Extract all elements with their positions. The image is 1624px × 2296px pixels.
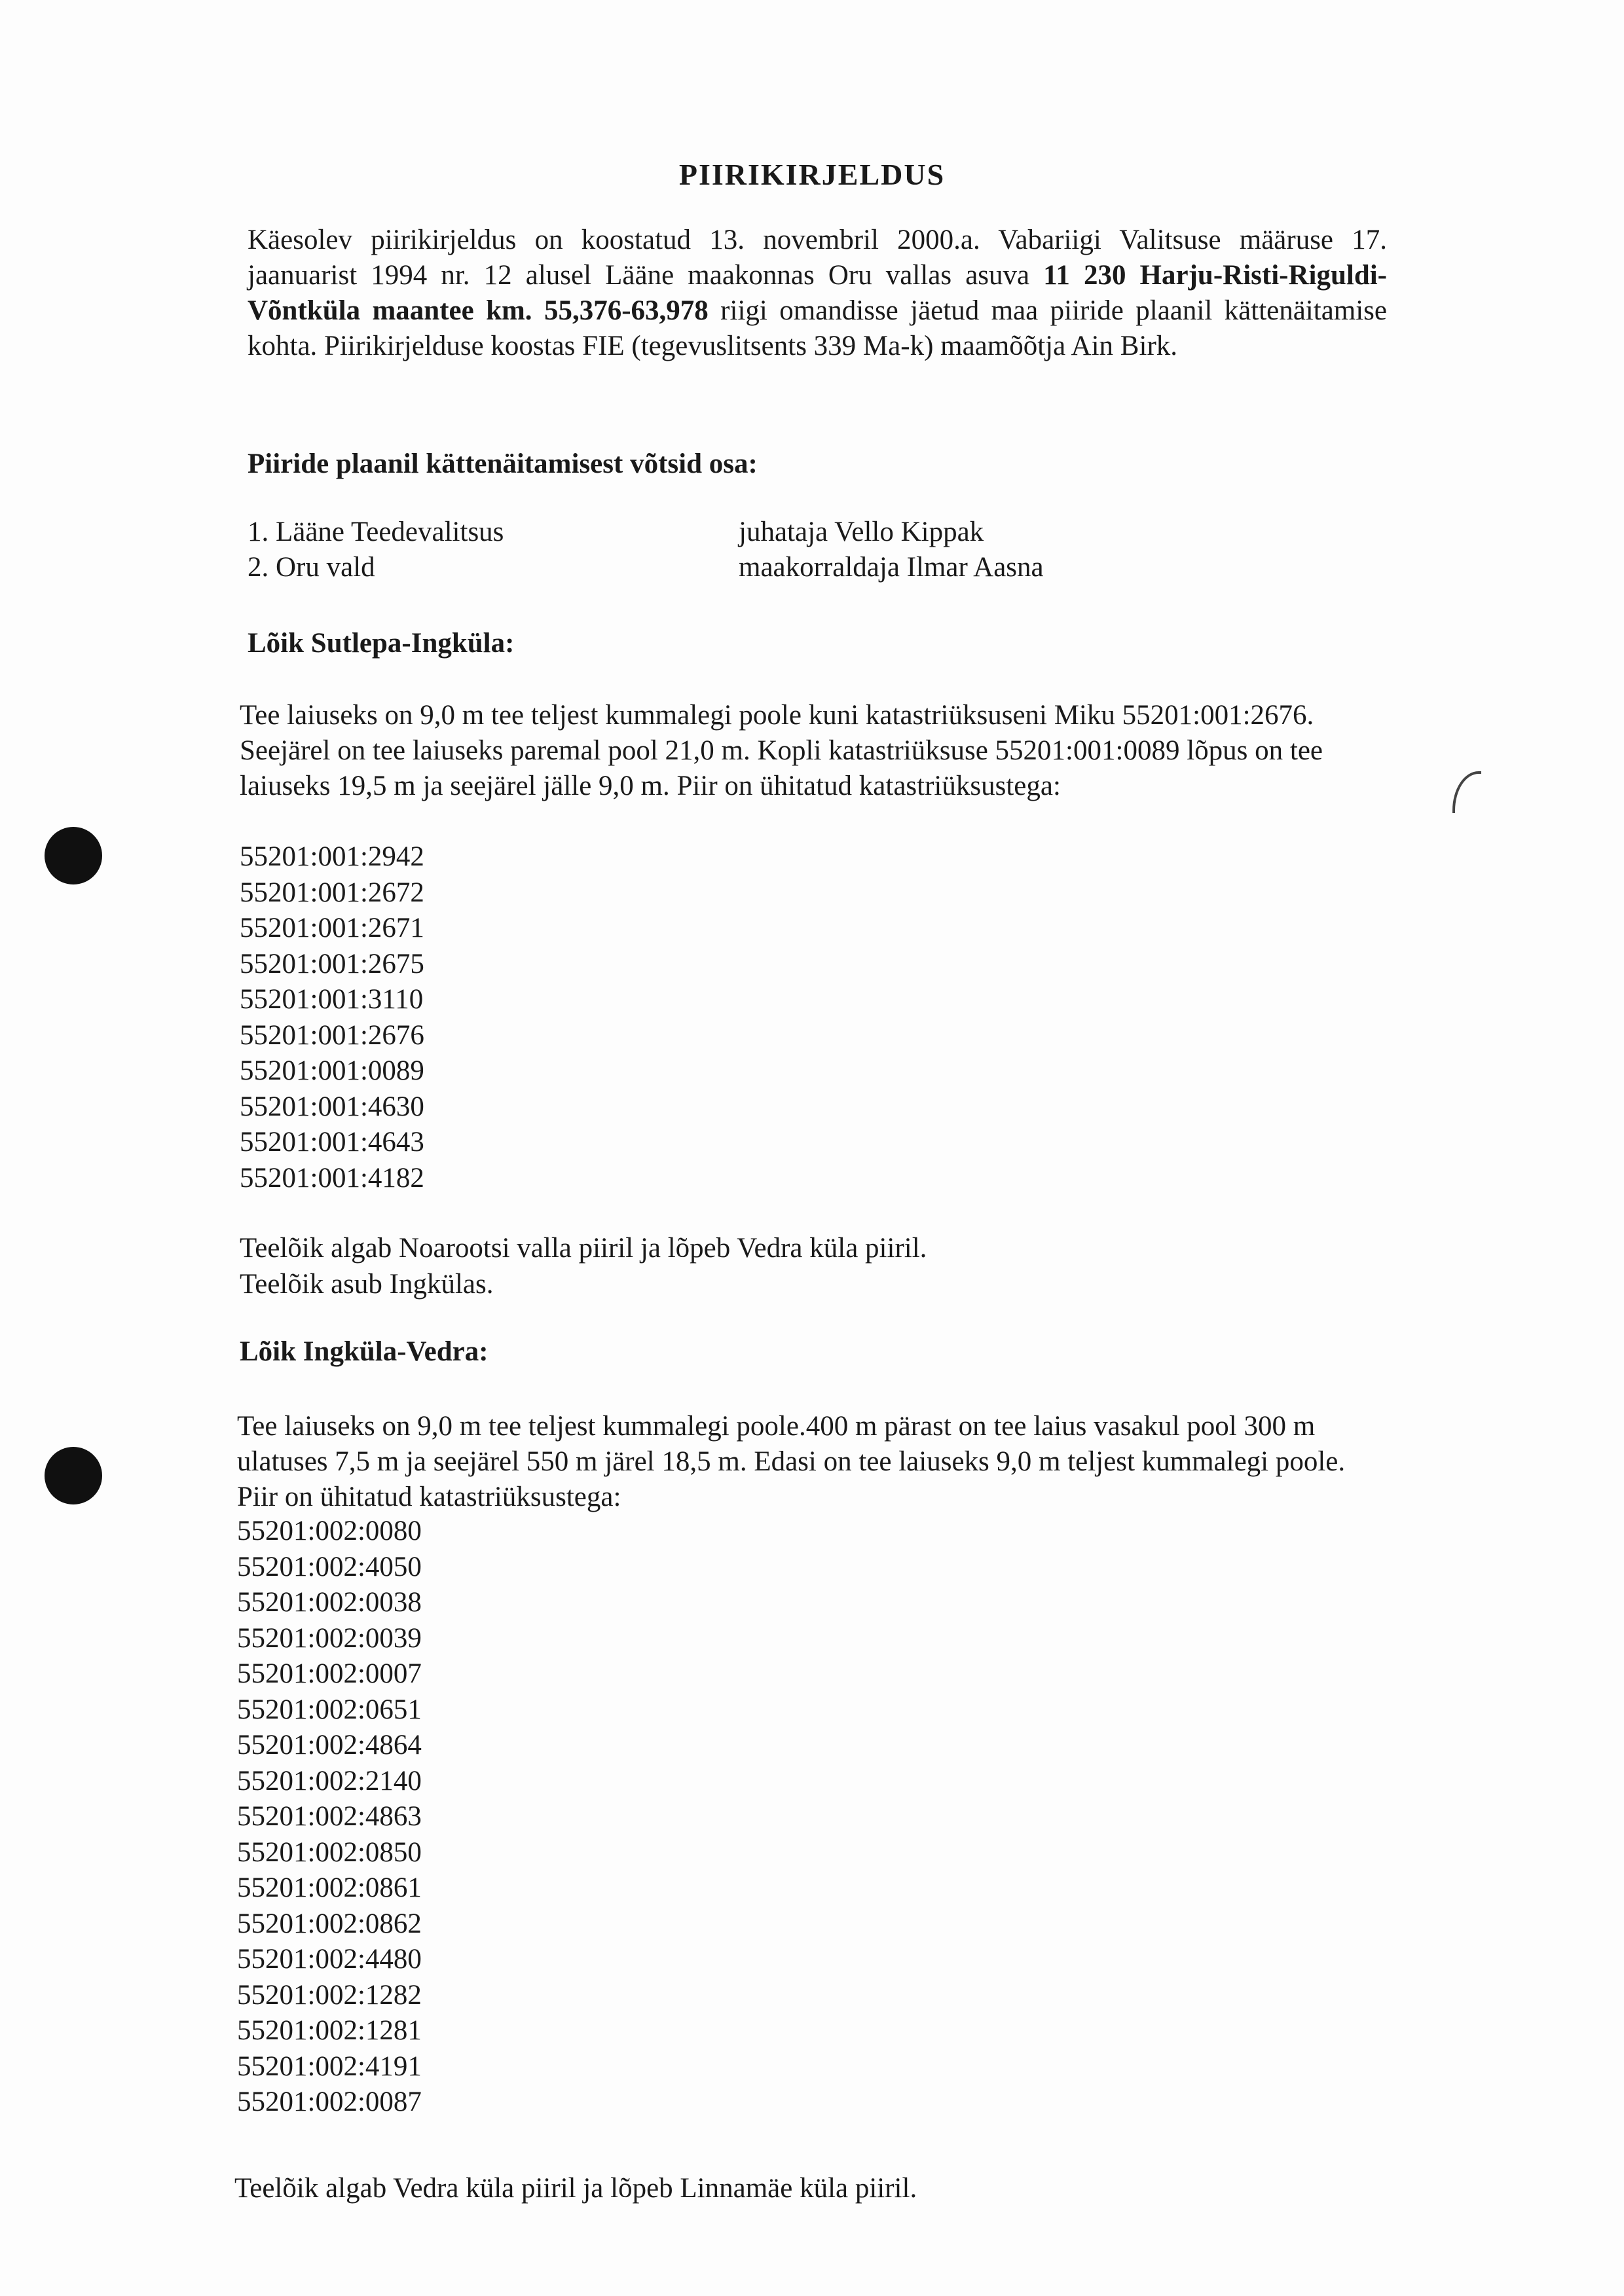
participants-list <box>248 515 1099 585</box>
parcel-id: 55201:002:0039 <box>237 1622 422 1654</box>
section2-description: Tee laiuseks on 9,0 m tee teljest kummalegi poole.400 m pärast on tee laius vasakul pool 300 m ulatuses 7,5 m ja seejärel 550 m järel 18,5 m. Edasi on tee laiuseks 9,0 m teljest kummalegi poole. Piir on ühitatud katastriüksustega: <box>237 1411 1346 1512</box>
parcel-id: 55201:001:2942 <box>240 841 424 872</box>
parcel-id: 55201:002:2140 <box>237 1765 422 1796</box>
parcel-id: 55201:002:4480 <box>237 1944 422 1975</box>
parcel-id: 55201:001:2672 <box>240 877 424 908</box>
document-title: PIIRIKIRJELDUS <box>678 158 946 191</box>
parcel-id: 55201:002:4863 <box>237 1801 422 1832</box>
section2-parcel-list <box>237 1514 422 2121</box>
parcel-id: 55201:001:3110 <box>240 984 424 1015</box>
parcel-id: 55201:002:0038 <box>237 1587 422 1618</box>
parcel-id: 55201:002:4864 <box>237 1730 422 1760</box>
parcel-id: 55201:002:0862 <box>237 1908 422 1939</box>
parcel-id: 55201:002:0080 <box>237 1516 422 1546</box>
parcel-id: 55201:002:0087 <box>237 2086 422 2117</box>
parcel-id: 55201:002:1282 <box>237 1979 422 2011</box>
parcel-id: 55201:001:4643 <box>240 1127 424 1157</box>
intro-road-name: 11 230 Harju-Risti-Riguldi-Võntküla maantee km. 55,376-63,978 <box>248 260 1387 326</box>
intro-paragraph <box>248 223 1387 364</box>
parcel-id: 55201:001:2676 <box>240 1019 424 1051</box>
section2-heading: Lõik Ingküla-Vedra: <box>240 1336 489 1367</box>
participants-heading: Piiride plaanil kättenäitamisest võtsid osa: <box>248 448 758 479</box>
participant-role: maakorraldaja Ilmar Aasna <box>739 552 1044 583</box>
parcel-id: 55201:002:0007 <box>237 1658 422 1689</box>
parcel-id: 55201:002:0861 <box>237 1872 422 1903</box>
parcel-id: 55201:001:2671 <box>240 913 424 943</box>
parcel-id: 55201:001:4182 <box>240 1162 424 1194</box>
section2-closing-start-end: Teelõik algab Vedra küla piiril ja lõpeb Linnamäe küla piiril. <box>234 2173 917 2204</box>
participant-name: 2. Oru vald <box>248 552 375 583</box>
parcel-id: 55201:002:4191 <box>237 2050 422 2082</box>
participant-role: juhataja Vello Kippak <box>739 517 984 547</box>
parcel-id: 55201:001:2675 <box>240 948 424 979</box>
section1-parcel-list <box>240 839 424 1196</box>
parcel-id: 55201:001:4630 <box>240 1091 424 1122</box>
participant-name: 1. Lääne Teedevalitsus <box>248 517 504 547</box>
parcel-id: 55201:001:0089 <box>240 1055 424 1086</box>
margin-pen-mark <box>1452 771 1481 813</box>
parcel-id: 55201:002:0651 <box>237 1694 422 1725</box>
parcel-id: 55201:002:1281 <box>237 2015 422 2046</box>
parcel-id: 55201:002:0850 <box>237 1836 422 1868</box>
punch-hole-bottom <box>45 1447 102 1504</box>
punch-hole-top <box>45 827 102 884</box>
participant-row <box>248 515 1099 550</box>
section1-closing-start-end: Teelõik algab Noarootsi valla piiril ja lõpeb Vedra küla piiril. <box>240 1233 927 1264</box>
intro-text-part2: riigi omandisse jäetud maa piiride plaanil kättenäitamise kohta. Piirikirjelduse koostas FIE (tegevuslitsents 339 Ma-k) maamõõtja Ain Birk. <box>248 295 1387 361</box>
parcel-id: 55201:002:4050 <box>237 1551 422 1582</box>
section1-heading: Lõik Sutlepa-Ingküla: <box>248 628 515 659</box>
section1-description: Tee laiuseks on 9,0 m tee teljest kummalegi poole kuni katastriüksuseni Miku 55201:001:2676. Seejärel on tee laiuseks paremal pool 21,0 m. Kopli katastriüksuse 55201:001:0089 lõpus on tee laiuseks 19,5 m ja seejärel jälle 9,0 m. Piir on ühitatud katastriüksustega: <box>240 700 1323 801</box>
participant-row <box>248 550 1099 585</box>
intro-text-part1: Käesolev piirikirjeldus on koostatud 13. novembril 2000.a. Vabariigi Valitsuse määruse 17. jaanuarist 1994 nr. 12 alusel Lääne maakonnas Oru vallas asuva <box>248 225 1387 291</box>
section1-closing-location: Teelõik asub Ingkülas. <box>240 1269 494 1300</box>
